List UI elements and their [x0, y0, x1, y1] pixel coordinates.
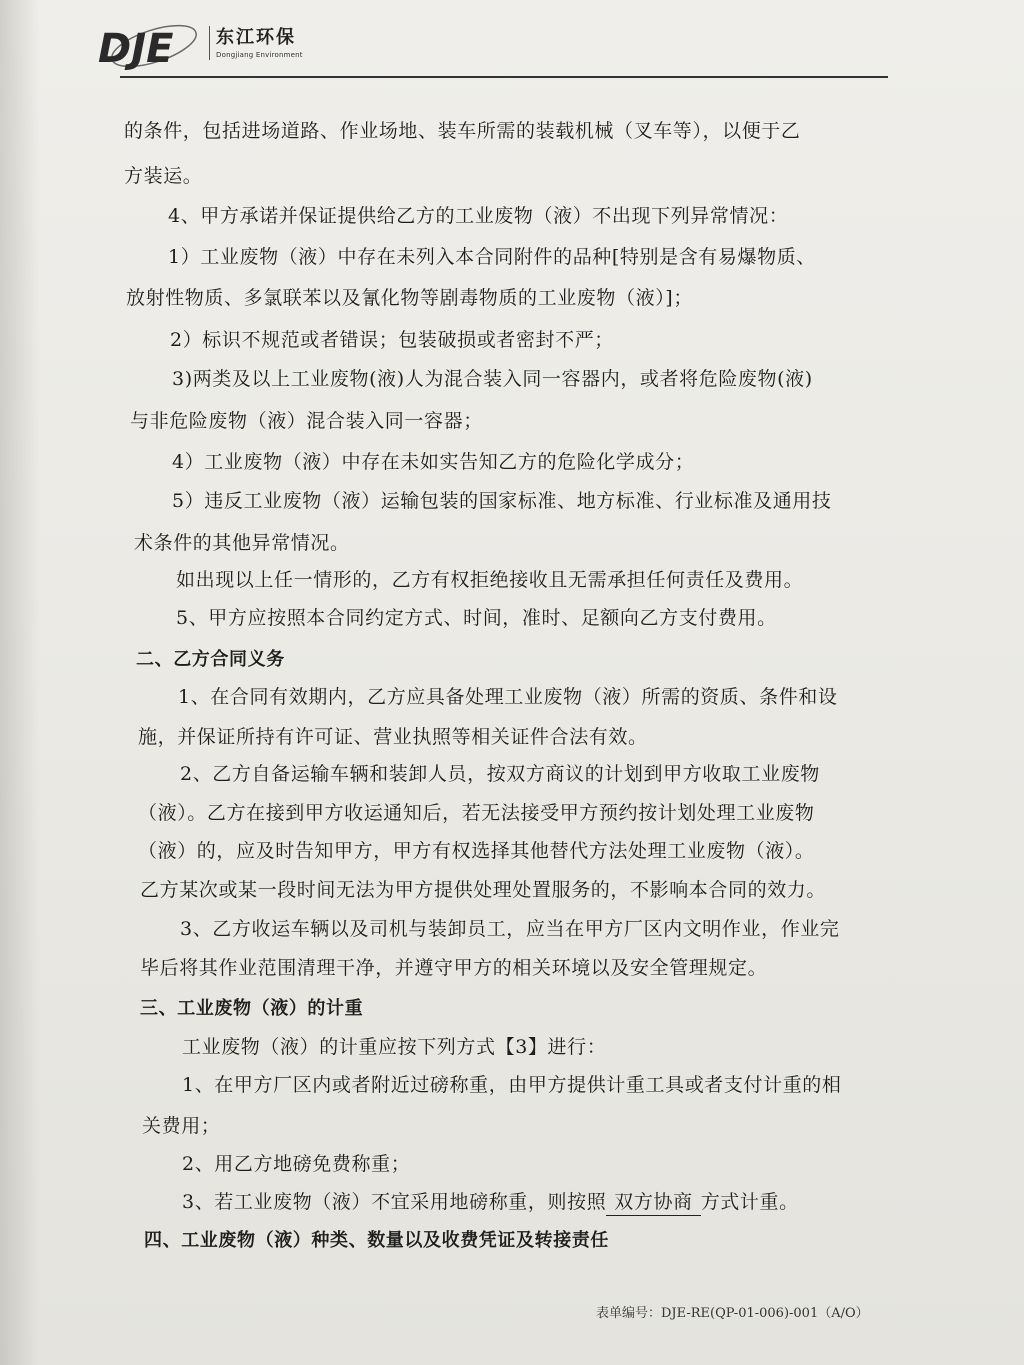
dje-logo-icon: [92, 16, 212, 76]
text-line: 2）标识不规范或者错误；包装破损或者密封不严；: [170, 329, 614, 351]
text-line: 乙方某次或某一段时间无法为甲方提供处理处置服务的，不影响本合同的效力。: [140, 879, 827, 901]
fill-prefix: 3、若工业废物（液）不宜采用地磅称重，则按照: [182, 1191, 607, 1213]
text-line: 术条件的其他异常情况。: [134, 532, 350, 554]
text-line: 的条件，包括进场道路、作业场地、装车所需的装载机械（叉车等），以便于乙: [124, 120, 801, 142]
text-line: 毕后将其作业范围清理干净，并遵守甲方的相关环境以及安全管理规定。: [140, 957, 768, 979]
section-heading-4: 四、工业废物（液）种类、数量以及收费凭证及转接责任: [144, 1230, 609, 1251]
company-name: [216, 28, 356, 59]
text-line: 方装运。: [124, 165, 203, 187]
filled-in-value: 双方协商: [606, 1189, 700, 1216]
text-line-with-fill: [182, 1189, 799, 1216]
company-name-en: Dongjiang Environment: [216, 51, 303, 59]
text-line: 1）工业废物（液）中存在未列入本合同附件的品种[特别是含有易爆物质、: [168, 246, 816, 268]
text-line: 1、在合同有效期内，乙方应具备处理工业废物（液）所需的资质、条件和设: [178, 686, 838, 708]
text-line: 3)两类及以上工业废物(液)人为混合装入同一容器内，或者将危险废物(液): [172, 368, 813, 390]
text-line: 如出现以上任一情形的，乙方有权拒绝接收且无需承担任何责任及费用。: [176, 569, 804, 591]
logo-mark-text: DJE: [98, 26, 174, 72]
text-line: 施，并保证所持有许可证、营业执照等相关证件合法有效。: [138, 726, 648, 748]
text-line: 2、乙方自备运输车辆和装卸人员，按双方商议的计划到甲方收取工业废物: [180, 763, 820, 785]
section-heading-2: 二、乙方合同义务: [136, 649, 285, 670]
text-line: 4）工业废物（液）中存在未如实告知乙方的危险化学成分；: [172, 451, 695, 473]
form-number: 表单编号：DJE-RE(QP-01-006)-001（A/O）: [596, 1306, 869, 1321]
text-line: 4、甲方承诺并保证提供给乙方的工业废物（液）不出现下列异常情况：: [168, 205, 789, 227]
text-line: 1、在甲方厂区内或者附近过磅称重，由甲方提供计重工具或者支付计重的相: [182, 1074, 842, 1096]
text-line: （液）。乙方在接到甲方收运通知后，若无法接受甲方预约按计划处理工业废物: [138, 802, 815, 824]
text-line: 2、用乙方地磅免费称重；: [182, 1153, 411, 1175]
fill-suffix: 方式计重。: [700, 1191, 799, 1213]
letterhead: [92, 14, 892, 84]
section-heading-3: 三、工业废物（液）的计重: [140, 998, 364, 1019]
text-line: 与非危险废物（液）混合装入同一容器；: [130, 410, 483, 432]
text-line: 5、甲方应按照本合同约定方式、时间，准时、足额向乙方支付费用。: [176, 607, 777, 629]
company-name-cn: 东江环保: [216, 27, 296, 48]
text-line: 关费用；: [142, 1115, 221, 1137]
page-shadow: [0, 0, 40, 1365]
text-line: 5）违反工业废物（液）运输包装的国家标准、地方标准、行业标准及通用技: [172, 490, 832, 512]
text-line: 工业废物（液）的计重应按下列方式【3】进行：: [182, 1036, 607, 1058]
text-line: （液）的，应及时告知甲方，甲方有权选择其他替代方法处理工业废物（液）。: [138, 840, 815, 862]
logo-divider: [209, 26, 210, 60]
header-rule: [120, 76, 888, 78]
text-line: 放射性物质、多氯联苯以及氰化物等剧毒物质的工业废物（液）]；: [126, 287, 693, 309]
text-line: 3、乙方收运车辆以及司机与装卸员工，应当在甲方厂区内文明作业，作业完: [180, 918, 840, 940]
